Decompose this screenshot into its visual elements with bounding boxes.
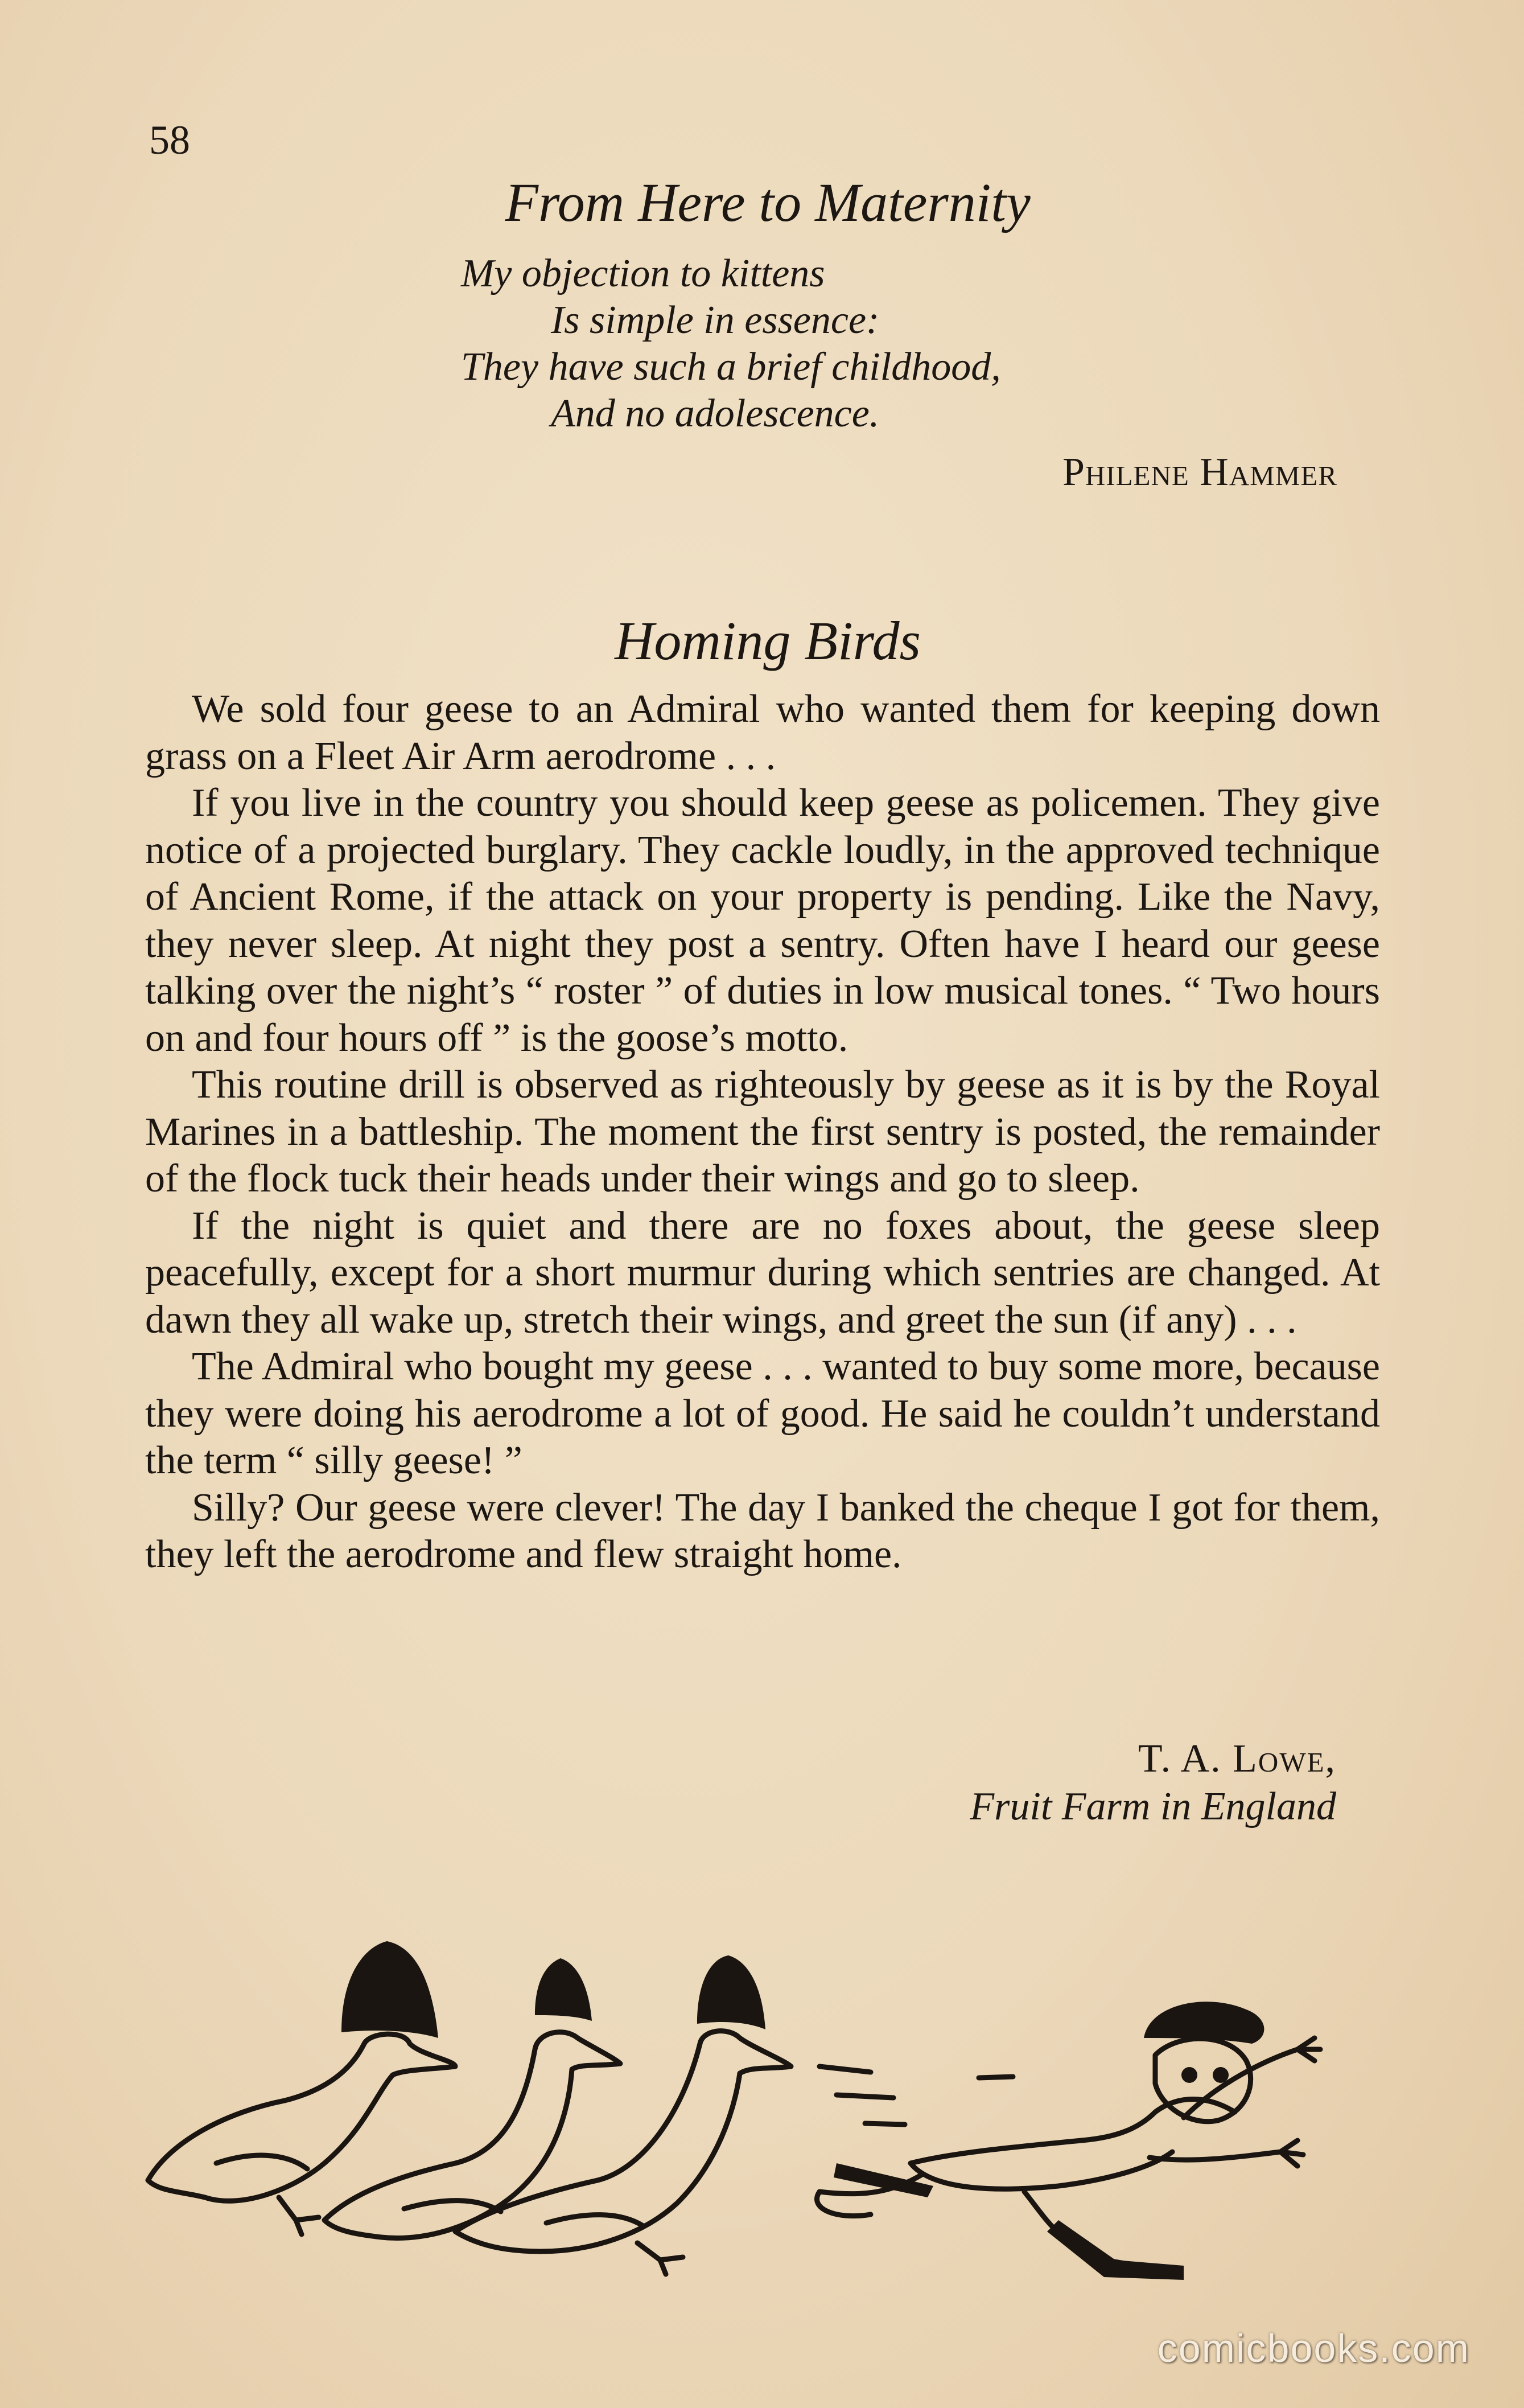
helmet: [341, 1941, 438, 2038]
helmet: [697, 1955, 765, 2029]
goose-wing: [546, 2215, 643, 2226]
poem-title: From Here to Maternity: [505, 172, 1031, 233]
poem-line: And no adolescence.: [551, 392, 880, 435]
poem-line: They have such a brief childhood,: [461, 345, 1001, 389]
article-paragraph: Silly? Our geese were clever! The day I banked the cheque I got for them, they left the aerodrome and flew straight home.: [145, 1485, 1380, 1576]
geese-illustration: [137, 1924, 1400, 2288]
man-leg: [1047, 2220, 1184, 2280]
article-author: T. A. Lowe,: [1138, 1737, 1336, 1781]
goose-body: [324, 2032, 620, 2238]
page-number: 58: [149, 117, 190, 163]
watermark: comicbooks.com: [1157, 2326, 1470, 2370]
goose-wing: [216, 2155, 307, 2169]
article-paragraph: We sold four geese to an Admiral who wanted them for keeping down grass on a Fleet Air Arm aerodrome . . .: [145, 687, 1380, 778]
article-paragraph: The Admiral who bought my geese . . . wanted to buy some more, because they were doing his aerodrome a lot of good. He said he couldn’t understand the term “ silly geese! ”: [145, 1345, 1380, 1482]
goose-feet: [279, 2197, 319, 2234]
poem-line: Is simple in essence:: [551, 298, 880, 342]
article-title: Homing Birds: [615, 610, 921, 671]
article-paragraph: If you live in the country you should keep geese as policemen. They give notice of a projected burglary. They cackle loudly, in the approved technique of Ancient Rome, if the attack on your property is pending. Like the Navy, they never sleep. At night they post a sentry. Often have I heard our geese talking over the night’s “ roster ” of duties in low musical tones. “ Two hours on and four hours off ” is the goose’s motto.: [145, 781, 1380, 1060]
goose-feet: [637, 2243, 683, 2274]
article-paragraph: If the night is quiet and there are no foxes about, the geese sleep peacefully, except for a short murmur during which sentries are changed. At dawn they all wake up, stretch their wings, and greet the sun (if any) . . .: [145, 1203, 1380, 1342]
man-cap: [1144, 2002, 1264, 2044]
article-source: Fruit Farm in England: [970, 1785, 1336, 1828]
article-body: [145, 686, 1380, 1579]
goose-wing: [404, 2201, 501, 2212]
helmet: [535, 1958, 592, 2021]
article-signature: [970, 1735, 1336, 1831]
poem-line: My objection to kittens: [461, 252, 825, 295]
poem-author: Philene Hammer: [1062, 450, 1337, 494]
poem-stanza: [461, 250, 1001, 437]
article-paragraph: This routine drill is observed as righteously by geese as it is by the Royal Marines in a battleship. The moment the first sentry is posted, the remainder of the flock tuck their heads under their wings and go to sleep.: [145, 1063, 1380, 1201]
motion-lines: [819, 2066, 1013, 2125]
